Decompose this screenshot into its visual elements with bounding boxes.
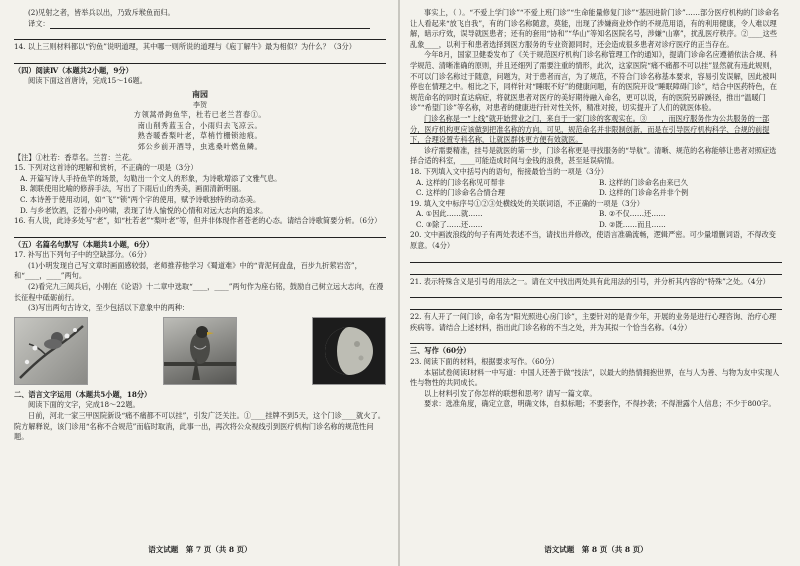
section-5-header: （五）名篇名句默写（本题共1小题，6分） [14,239,154,249]
q19-option-c: C. ③除了……还…… [416,219,483,229]
page-7 [14,8,386,558]
language-instruction: 阅读下面的文字，完成18～22题。 [28,400,140,410]
q18-option-a: A. 这样的门诊名称见可帮非 [416,177,505,187]
question-15: 15. 下列对这首诗的理解和赏析，不正确的一项是（3分） [14,163,198,173]
poem-line: 熟杏暖香梨叶老，草梢竹栅锁池痕。 [137,131,263,141]
page-8 [410,8,782,558]
page-fold [398,0,400,566]
passage-paragraph-1: 日前，河北一家三甲医院新设“痛不痛都不可以挂”，引发广泛关注。①____挂牌不到5天，这个门诊____就火了。院方解释说，该门诊用“名称不合规范”而临时取消，此事一出，再次将公众视线引到医疗机构门诊名称的规范性问题。 [14,411,385,442]
q19-option-a: A. ①因此……就…… [416,209,483,219]
answer-line [14,228,386,238]
q19-options-row-2 [410,220,782,231]
writing-task: 以上材料引发了你怎样的联想和思考？请写一篇文章。 [424,388,597,398]
question-21: 21. 表示特殊含义是引号的用法之一。请在文中找出两处具有此用法的引号，并分析其内容的“特殊”之处。（4分） [410,276,770,286]
q15-option-a: A. 开篇写诗人手持鱼竿的场景，勾勒出一个文人的形象，为诗歌增添了文雅气息。 [20,173,282,183]
q15-option-d: D. 与乡老饮酒，泛着小舟吟啸，表现了诗人愉悦的心情和对远大志向的追求。 [20,205,268,215]
question-18: 18. 下列填入文中括号内的语句，衔接最恰当的一项是（3分） [410,166,608,176]
q18-option-b: B. 这样的门诊命名由来已久 [599,177,688,187]
q15-option-c: C. 本诗善于使用动词，如“飞”“锁”两个字的使用，赋予诗歌独特的动态美。 [20,194,261,204]
writing-material: 本届试卷阅读Ⅰ材料一中写道：中国人还善于做“技法”，以最大的热情拥抱世界，在与人为善、与物为友中实现人性与物性的共同成长。 [410,367,780,388]
page-8-footer: 语文试题 第 8 页（共 8 页） [544,545,648,555]
cuckoo-bird-photo [163,317,237,385]
poem-title: 南园 [192,88,208,99]
poem-line: 方领蒿帚鉤鱼竿，杜若已老兰苕春①。 [133,110,267,120]
answer-line [14,54,386,64]
question-16: 16. 有人说，此诗多处写“老”，如“杜若老”“梨叶老”等，但并非体现作者苍老的心态。请结合诗歌简要分析。（6分） [14,216,382,226]
question-23: 23. 阅读下面的材料，根据要求写作。（60分） [410,357,559,367]
page-7-footer: 语文试题 第 7 页（共 8 页） [148,545,252,555]
q17-part-3: (3)写出两句古诗文，至少包括以下意象中的两种： [28,303,190,313]
answer-line [410,265,782,275]
q19-options-row-1 [410,209,782,220]
translation-item-2: (2)见射之者，皆举兵以出，乃致斥堠鱼而归。 [28,8,175,17]
poem-line: 郊公乡前开酒导，虫逃桑叶燃鱼鳞。 [137,141,263,151]
poem-note: 【注】①杜若：香草名。兰苕：兰花。 [14,152,137,162]
q18-options-row-1 [410,178,782,189]
question-22: 22. 有人开了一间门诊，命名为“阳光照进心房门诊”，主要针对的是青少年，开展的业务是进行心理咨询、治疗心理疾病等。请结合上述材料，指出此门诊名称的不当之处，并为其拟一个恰当名称。（4分） [410,312,777,332]
writing-section-header: 三、写作（60分） [410,346,471,356]
translation-label: 译文： [14,19,386,30]
q19-option-d: D. ②既……而且…… [599,219,666,229]
answer-line [410,288,782,298]
answer-line [410,253,782,263]
q18-option-c: C. 这样的门诊命名合情合理 [416,188,505,198]
question-20: 20. 文中画波浪线的句子有两处表述不当，请找出并修改，使语言准确流畅，逻辑严密。可少量增删词语，不得改变原意。（4分） [410,230,776,251]
plum-blossom-bird-painting [14,317,88,385]
passage-paragraph-3: 今年8月，国家卫健委发布了《关于规范医疗机构门诊名称管理工作的通知》，提请门诊命名应遵循依法合规、科学规范、清晰准确的原则，并且还细列了需要注重的情形，此次，这家医院“痛不痛都不可以挂”显然就有违此规则，不可以门诊名称过于随意，问题为，对于患者而言，为了规范，不符合门诊名称基本要求，容易引发误解，因此被叫停也在情理之中。相比之下，同样针对“睡眠不好”的健康问题，有的医院开设“睡眠障碍门诊”，结合中医药特色，在规范命名的同时直达病症，将就医患者对医疗的美好期待融入命名，更可以说，有的医院另辟蹊径，推出“温暖门诊”“希望门诊”等名称，对患者的健康进行针对性关怀，精准对接，切实提升了人们的就医体验。 [410,50,778,113]
passage-paragraph-2: 事实上，（ ）。“不爱上学门诊”“不爱上班门诊”“生命能量修复门诊”“基因进阶门诊”……部分医疗机构的门诊命名让人看起来“放飞自我”，有的门诊名称随意，莫能，出现了涉嫌商业炒作的不规范用语，有的利用健康，令人难以理解，暗示疗效，误导就医患者；还有的套用“协和”“华山”等知名医院名号，涉嫌“山寨”，扰乱医疗秩序。②____这些乱象____，以利于和患者选择到医方服务的专业资源同时，还会造成很多患者对诊疗医疗的正当存在。 [410,8,780,49]
writing-requirements: 要求：选准角度，确定立意，明确文体，自拟标题；不要套作，不得抄袭；不得泄露个人信息；不少于800字。 [424,399,776,409]
reading-instruction: 阅读下面这首唐诗，完成15～16题。 [28,76,147,86]
q17-part-2: (2)看完九三阅兵后，小刚在《论语》十二章中选取“____，____”两句作为座右铭，鼓励自己树立远大志向，在漫长征程中砥砺前行。 [14,282,384,302]
answer-line [410,300,782,310]
q18-options-row-2 [410,188,782,199]
poem-line: 南山削秀蓝玉合，小雨归去飞凉云。 [137,120,263,130]
q15-option-b: B. 颔联使用比喻的修辞手法，写出了下雨后山的秀美，画面清新明丽。 [20,184,246,194]
passage-paragraph-5: 诊疗需要精准，挂号是就医的第一步，门诊名称更是寻找服务的“导航”。清晰、规范的名称能够让患者对照症选择合适的科室，____可能造成时间与金钱的浪费，甚至延误病情。 [410,145,777,166]
q18-option-d: D. 这样的门诊命名并非个例 [599,188,689,198]
poem-author: 李贺 [193,100,207,109]
passage-paragraph-4: 门诊名称是一“上线”就开始营业之门，来自于一家门诊的客观实在。③____，而医疗服务作为公共服务的一部分，医疗机构更应该做到把准名称的方向。可见，规范命名并非限制创新，而是在引导医疗机构科学、合规的前提下，合理设置专科名称，让就医群体更方便有效就医。 [410,113,770,145]
language-section-header: 二、语言文字运用（本题共5小题，18分） [14,389,152,399]
q17-part-1: (1)小明发现自己写文章时画面感较弱，老师推荐他学习《蜀道难》中的“青泥何盘盘，百步九折萦岩峦”，和“____，____”两句。 [14,260,362,281]
image-row [14,317,386,387]
question-14: 14. 以上三则材料都以“钓鱼”说明道理，其中哪一则所说的道理与《庖丁解牛》最为相似？为什么？（3分） [14,42,356,52]
answer-line [410,334,782,344]
section-4-header: （四）阅读Ⅳ（本题共2小题，9分） [14,65,133,75]
question-17: 17. 补写出下列句子中的空缺部分。（6分） [14,250,151,260]
question-19: 19. 填入文中标序号①②③处横线处的关联词语，不正确的一项是（3分） [410,198,644,208]
q19-option-b: B. ②不仅……还…… [599,209,666,219]
answer-line [14,30,386,40]
half-moon-photo [312,317,386,385]
